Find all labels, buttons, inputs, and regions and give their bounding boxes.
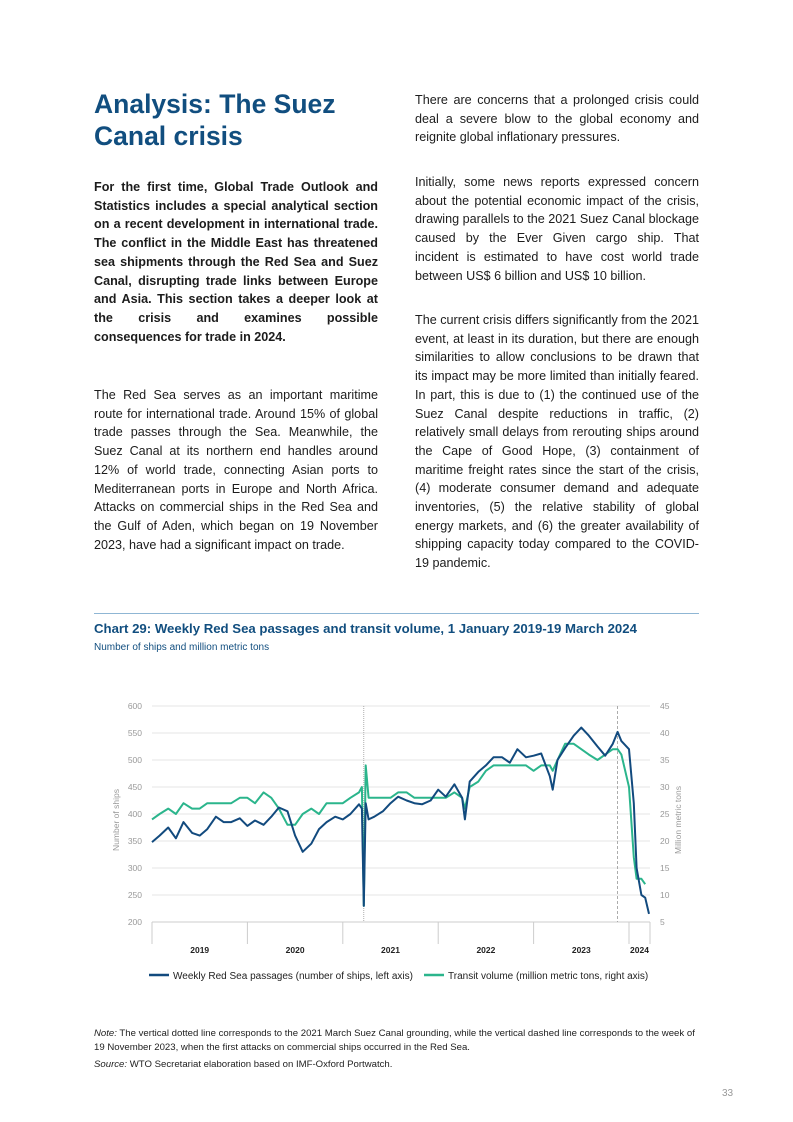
- note-text: The vertical dotted line corresponds to the 2021 March Suez Canal grounding, while the vertical dashed line corresponds to the week of 19 November 2023, when the first attacks on commercial ships occurred in the Red Sea.: [94, 1028, 695, 1053]
- x-tick-label: 2019: [190, 945, 210, 955]
- body-paragraph: There are concerns that a prolonged crisis could deal a severe blow to the global economy and reignite global inflationary pressures.: [415, 93, 699, 145]
- y-tick-label: 600: [127, 701, 142, 711]
- x-tick-label: 2023: [571, 945, 591, 955]
- transit-series-line: [152, 744, 645, 906]
- y2-tick-label: 5: [660, 917, 665, 927]
- legend-label-transit: Transit volume (million metric tons, right axis): [448, 971, 649, 982]
- y-tick-label: 400: [127, 809, 142, 819]
- chart-note: [94, 1027, 704, 1072]
- chart-title: Chart 29: Weekly Red Sea passages and transit volume, 1 January 2019-19 March 2024: [94, 621, 637, 636]
- y-tick-label: 450: [127, 782, 142, 792]
- y-tick-label: 350: [127, 836, 142, 846]
- y-tick-label: 250: [127, 890, 142, 900]
- chart-legend: [149, 971, 648, 982]
- y2-tick-label: 40: [660, 728, 670, 738]
- ships-series-line: [152, 728, 649, 914]
- y2-axis-title: Million metric tons: [673, 785, 683, 855]
- page-title: Analysis: The Suez Canal crisis: [94, 89, 336, 151]
- x-tick-label: 2022: [476, 945, 496, 955]
- y2-tick-label: 30: [660, 782, 670, 792]
- section-divider: [94, 613, 699, 614]
- source-text: WTO Secretariat elaboration based on IMF-Oxford Portwatch.: [127, 1059, 393, 1070]
- y2-tick-label: 20: [660, 836, 670, 846]
- y-tick-label: 550: [127, 728, 142, 738]
- legend-label-ships: Weekly Red Sea passages (number of ships, left axis): [173, 971, 413, 982]
- y-tick-label: 500: [127, 755, 142, 765]
- page-number: 33: [722, 1088, 734, 1099]
- source-label: Source:: [94, 1059, 128, 1070]
- y2-tick-label: 45: [660, 701, 670, 711]
- y-tick-label: 300: [127, 863, 142, 873]
- x-tick-label: 2024: [630, 945, 649, 955]
- body-paragraph: The Red Sea serves as an important maritime route for international trade. Around 15% of global trade passes through the Sea. Meanwhile, the Suez Canal at its northern end handles around 12% of world trade, connecting Asian ports to Mediterranean ports in Europe and North Africa. Attacks on commercial ships in the Red Sea and the Gulf of Aden, which began on 19 November 2023, have had a significant impact on trade.: [94, 388, 378, 552]
- line-chart: [94, 690, 704, 990]
- body-paragraph: Initially, some news reports expressed concern about the potential economic impact of the crisis, drawing parallels to the 2021 Suez Canal blockage caused by the Ever Given cargo ship. That incident is estimated to have cost world trade between US$ 6 billion and US$ 10 billion.: [415, 175, 699, 283]
- chart-subtitle: Number of ships and million metric tons: [94, 642, 270, 653]
- y-tick-label: 200: [127, 917, 142, 927]
- y-axis-title: Number of ships: [111, 789, 121, 851]
- y2-tick-label: 10: [660, 890, 670, 900]
- intro-paragraph: For the first time, Global Trade Outlook and Statistics includes a special analytical section on a recent development in international trade. The conflict in the Middle East has threatened sea shipments through the Red Sea and Suez Canal, disrupting trade links between Europe and Asia. This section takes a deeper look at the crisis and examines possible consequences for trade in 2024.: [94, 180, 378, 344]
- x-tick-label: 2020: [285, 945, 305, 955]
- body-paragraph: The current crisis differs significantly from the 2021 event, at least in its duration, but there are enough similarities to allow conclusions to be drawn that its impact may be more limited than initially feared. In part, this is due to (1) the continued use of the Suez Canal despite reductions in traffic, (2) relatively small delays from rerouting ships around the Cape of Good Hope, (3) containment of maritime freight rates since the start of the crisis, (4) moderate consumer demand and adequate inventories, (5) the relative stability of global energy markets, and (6) the greater availability of shipping capacity today compared to the COVID-19 pandemic.: [415, 313, 699, 571]
- y2-tick-label: 25: [660, 809, 670, 819]
- y2-tick-label: 15: [660, 863, 670, 873]
- x-tick-label: 2021: [381, 945, 400, 955]
- y2-tick-label: 35: [660, 755, 670, 765]
- note-label: Note:: [94, 1028, 117, 1039]
